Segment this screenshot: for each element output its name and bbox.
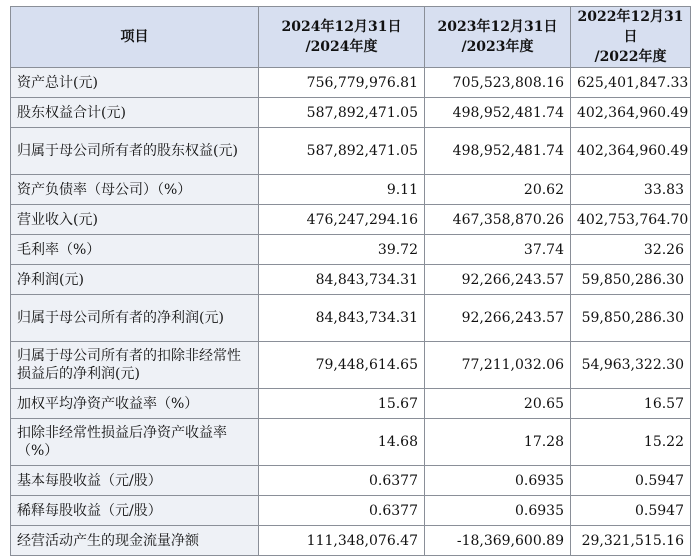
table-row [11, 526, 691, 556]
table-row [11, 295, 691, 342]
table-row [11, 128, 691, 175]
table-row [11, 175, 691, 205]
cell-2024: 15.67 [259, 389, 425, 419]
cell-2024: 111,348,076.47 [259, 526, 425, 556]
cell-2024: 39.72 [259, 235, 425, 265]
cell-2022: 54,963,322.30 [571, 342, 691, 389]
cell-2023: 498,952,481.74 [425, 128, 571, 175]
cell-2022: 402,364,960.49 [571, 128, 691, 175]
cell-2022: 0.5947 [571, 496, 691, 526]
cell-2024: 587,892,471.05 [259, 128, 425, 175]
cell-2024: 84,843,734.31 [259, 265, 425, 295]
row-label: 归属于母公司所有者的股东权益(元) [11, 128, 259, 175]
cell-2022: 0.5947 [571, 466, 691, 496]
table-row [11, 389, 691, 419]
cell-2023: 20.62 [425, 175, 571, 205]
cell-2024: 0.6377 [259, 496, 425, 526]
header-2024: 2024年12月31日 /2024年度 [259, 7, 425, 68]
cell-2022: 59,850,286.30 [571, 265, 691, 295]
row-label: 净利润(元) [11, 265, 259, 295]
row-label: 营业收入(元) [11, 205, 259, 235]
cell-2023: 498,952,481.74 [425, 98, 571, 128]
table-row [11, 342, 691, 389]
financial-data-table-container [10, 6, 691, 556]
cell-2022: 625,401,847.33 [571, 68, 691, 98]
row-label: 归属于母公司所有者的净利润(元) [11, 295, 259, 342]
row-label: 加权平均净资产收益率（%） [11, 389, 259, 419]
cell-2022: 402,364,960.49 [571, 98, 691, 128]
header-row [11, 7, 691, 68]
cell-2024: 9.11 [259, 175, 425, 205]
cell-2022: 29,321,515.16 [571, 526, 691, 556]
header-2023: 2023年12月31日 /2023年度 [425, 7, 571, 68]
cell-2022: 33.83 [571, 175, 691, 205]
financial-data-table [10, 6, 691, 556]
table-row [11, 68, 691, 98]
table-row [11, 466, 691, 496]
cell-2023: 20.65 [425, 389, 571, 419]
row-label: 稀释每股收益（元/股） [11, 496, 259, 526]
cell-2022: 15.22 [571, 419, 691, 466]
cell-2022: 402,753,764.70 [571, 205, 691, 235]
cell-2023: 92,266,243.57 [425, 295, 571, 342]
cell-2022: 32.26 [571, 235, 691, 265]
row-label: 资产总计(元) [11, 68, 259, 98]
cell-2024: 587,892,471.05 [259, 98, 425, 128]
cell-2023: 37.74 [425, 235, 571, 265]
cell-2024: 79,448,614.65 [259, 342, 425, 389]
table-row [11, 98, 691, 128]
row-label: 归属于母公司所有者的扣除非经常性损益后的净利润(元) [11, 342, 259, 389]
cell-2023: -18,369,600.89 [425, 526, 571, 556]
table-row [11, 235, 691, 265]
cell-2023: 92,266,243.57 [425, 265, 571, 295]
row-label: 经营活动产生的现金流量净额 [11, 526, 259, 556]
row-label: 毛利率（%） [11, 235, 259, 265]
row-label: 股东权益合计(元) [11, 98, 259, 128]
cell-2023: 0.6935 [425, 496, 571, 526]
row-label: 基本每股收益（元/股） [11, 466, 259, 496]
header-2022: 2022年12月31日 /2022年度 [571, 7, 691, 68]
cell-2023: 705,523,808.16 [425, 68, 571, 98]
header-item: 项目 [11, 7, 259, 68]
cell-2023: 0.6935 [425, 466, 571, 496]
table-row [11, 265, 691, 295]
cell-2023: 17.28 [425, 419, 571, 466]
row-label: 扣除非经常性损益后净资产收益率（%） [11, 419, 259, 466]
table-row [11, 205, 691, 235]
table-row [11, 419, 691, 466]
cell-2024: 476,247,294.16 [259, 205, 425, 235]
row-label: 资产负债率（母公司）（%） [11, 175, 259, 205]
cell-2024: 14.68 [259, 419, 425, 466]
cell-2024: 84,843,734.31 [259, 295, 425, 342]
table-row [11, 496, 691, 526]
cell-2023: 467,358,870.26 [425, 205, 571, 235]
cell-2024: 756,779,976.81 [259, 68, 425, 98]
cell-2024: 0.6377 [259, 466, 425, 496]
cell-2022: 59,850,286.30 [571, 295, 691, 342]
cell-2022: 16.57 [571, 389, 691, 419]
cell-2023: 77,211,032.06 [425, 342, 571, 389]
